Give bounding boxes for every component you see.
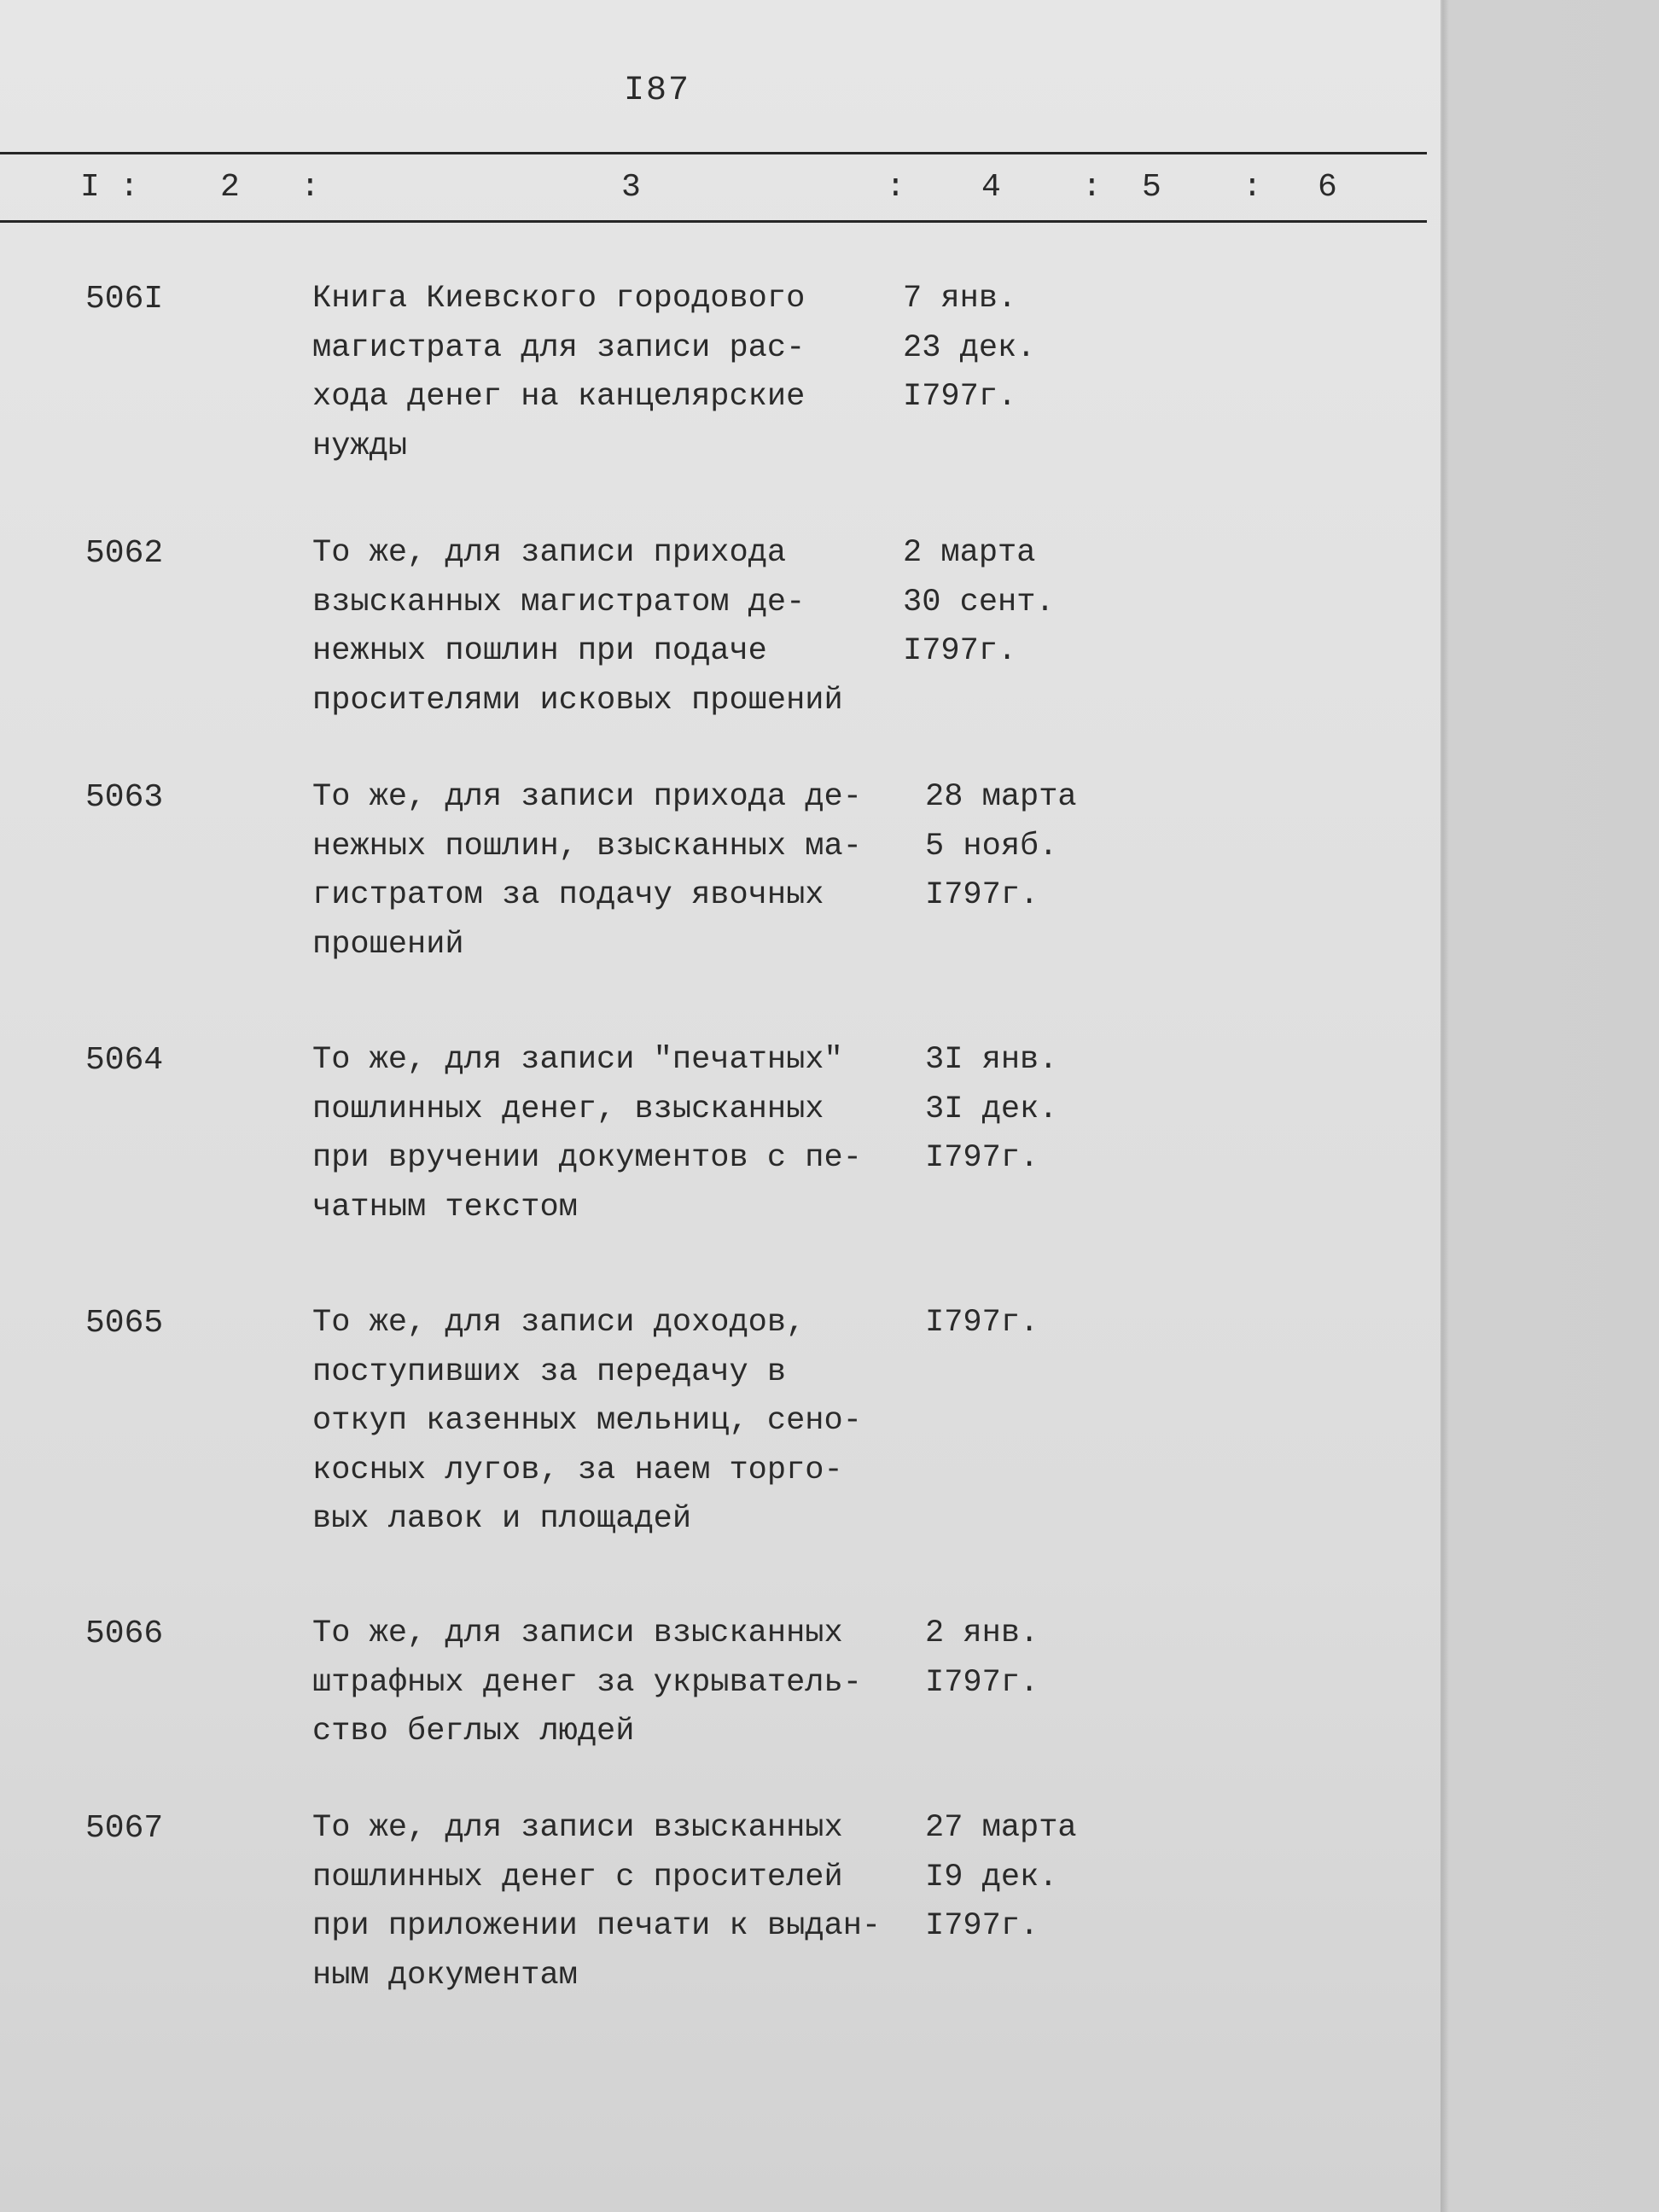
- date-line: I797г.: [925, 1664, 1039, 1701]
- description-line: То же, для записи "печатных": [312, 1042, 843, 1078]
- date-line: 28 марта: [925, 779, 1077, 815]
- description-line: ным документам: [312, 1957, 578, 1994]
- entry-number: 5065: [85, 1305, 164, 1342]
- column-separator: :: [1243, 169, 1262, 206]
- description-line: прошений: [312, 926, 464, 963]
- column-header-2: 2: [220, 169, 240, 206]
- page-number: I87: [623, 72, 690, 110]
- date-line: I9 дек.: [925, 1859, 1058, 1895]
- description-line: пошлинных денег, взысканных: [312, 1091, 824, 1127]
- column-separator: :: [300, 169, 320, 206]
- column-header-3: 3: [621, 169, 641, 206]
- entry-description: [312, 275, 910, 471]
- date-line: 7 янв.: [903, 281, 1017, 317]
- date-line: 3I янв.: [925, 1042, 1058, 1078]
- entry-number: 5067: [85, 1810, 164, 1847]
- entry-dates: [925, 1804, 1077, 1952]
- description-line: нежных пошлин, взысканных ма-: [312, 828, 862, 864]
- column-header-4: 4: [981, 169, 1001, 206]
- description-line: То же, для записи прихода: [312, 535, 787, 571]
- description-line: То же, для записи взысканных: [312, 1810, 843, 1846]
- entry-number: 5063: [85, 779, 164, 816]
- entry-dates: [925, 1299, 1039, 1348]
- column-separator: :: [119, 169, 139, 206]
- description-line: при приложении печати к выдан-: [312, 1908, 882, 1944]
- date-line: I797г.: [903, 379, 1017, 415]
- entry-number: 5064: [85, 1042, 164, 1079]
- date-line: I797г.: [925, 1305, 1039, 1341]
- column-header-1: I: [80, 169, 100, 206]
- column-header-6: 6: [1318, 169, 1337, 206]
- entry-dates: [925, 773, 1077, 921]
- entry-description: [312, 1804, 910, 2000]
- description-line: То же, для записи прихода де-: [312, 779, 862, 815]
- entry-number: 506I: [85, 281, 164, 317]
- entry-description: [312, 1299, 910, 1545]
- description-line: хода денег на канцелярские: [312, 379, 806, 415]
- date-line: 30 сент.: [903, 584, 1055, 620]
- header-rule-top: [0, 152, 1427, 154]
- date-line: 23 дек.: [903, 329, 1036, 366]
- description-line: просителями исковых прошений: [312, 682, 843, 719]
- entry-dates: [903, 529, 1055, 677]
- description-line: пошлинных денег с просителей: [312, 1859, 843, 1895]
- date-line: 27 марта: [925, 1810, 1077, 1846]
- description-line: при вручении документов с пе-: [312, 1140, 862, 1176]
- date-line: I797г.: [925, 1140, 1039, 1176]
- description-line: штрафных денег за укрыватель-: [312, 1664, 862, 1701]
- description-line: магистрата для записи рас-: [312, 329, 806, 366]
- date-line: 3I дек.: [925, 1091, 1058, 1127]
- description-line: вых лавок и площадей: [312, 1501, 692, 1537]
- description-line: гистратом за подачу явочных: [312, 877, 824, 913]
- date-line: I797г.: [925, 1908, 1039, 1944]
- column-separator: :: [1082, 169, 1102, 206]
- date-line: 2 янв.: [925, 1615, 1039, 1651]
- date-line: I797г.: [903, 633, 1017, 669]
- header-rule-bottom: [0, 220, 1427, 223]
- entry-number: 5062: [85, 535, 164, 572]
- description-line: нежных пошлин при подаче: [312, 633, 767, 669]
- description-line: откуп казенных мельниц, сено-: [312, 1403, 862, 1439]
- description-line: взысканных магистратом де-: [312, 584, 806, 620]
- date-line: 2 марта: [903, 535, 1036, 571]
- entry-description: [312, 1610, 910, 1757]
- entry-dates: [903, 275, 1035, 422]
- entry-dates: [925, 1610, 1039, 1708]
- description-line: чатным текстом: [312, 1189, 578, 1225]
- entry-description: [312, 773, 910, 969]
- column-header-5: 5: [1142, 169, 1161, 206]
- entry-number: 5066: [85, 1615, 164, 1652]
- date-line: I797г.: [925, 877, 1039, 913]
- entry-description: [312, 529, 910, 725]
- description-line: Книга Киевского городового: [312, 281, 806, 317]
- date-line: 5 нояб.: [925, 828, 1058, 864]
- column-separator: :: [886, 169, 905, 206]
- description-line: То же, для записи взысканных: [312, 1615, 843, 1651]
- description-line: косных лугов, за наем торго-: [312, 1452, 843, 1488]
- description-line: То же, для записи доходов,: [312, 1305, 806, 1341]
- description-line: поступивших за передачу в: [312, 1353, 787, 1390]
- description-line: ство беглых людей: [312, 1714, 635, 1749]
- entry-description: [312, 1036, 910, 1232]
- entry-dates: [925, 1036, 1057, 1184]
- page-edge-shadow: [1441, 0, 1449, 2212]
- description-line: нужды: [312, 428, 408, 464]
